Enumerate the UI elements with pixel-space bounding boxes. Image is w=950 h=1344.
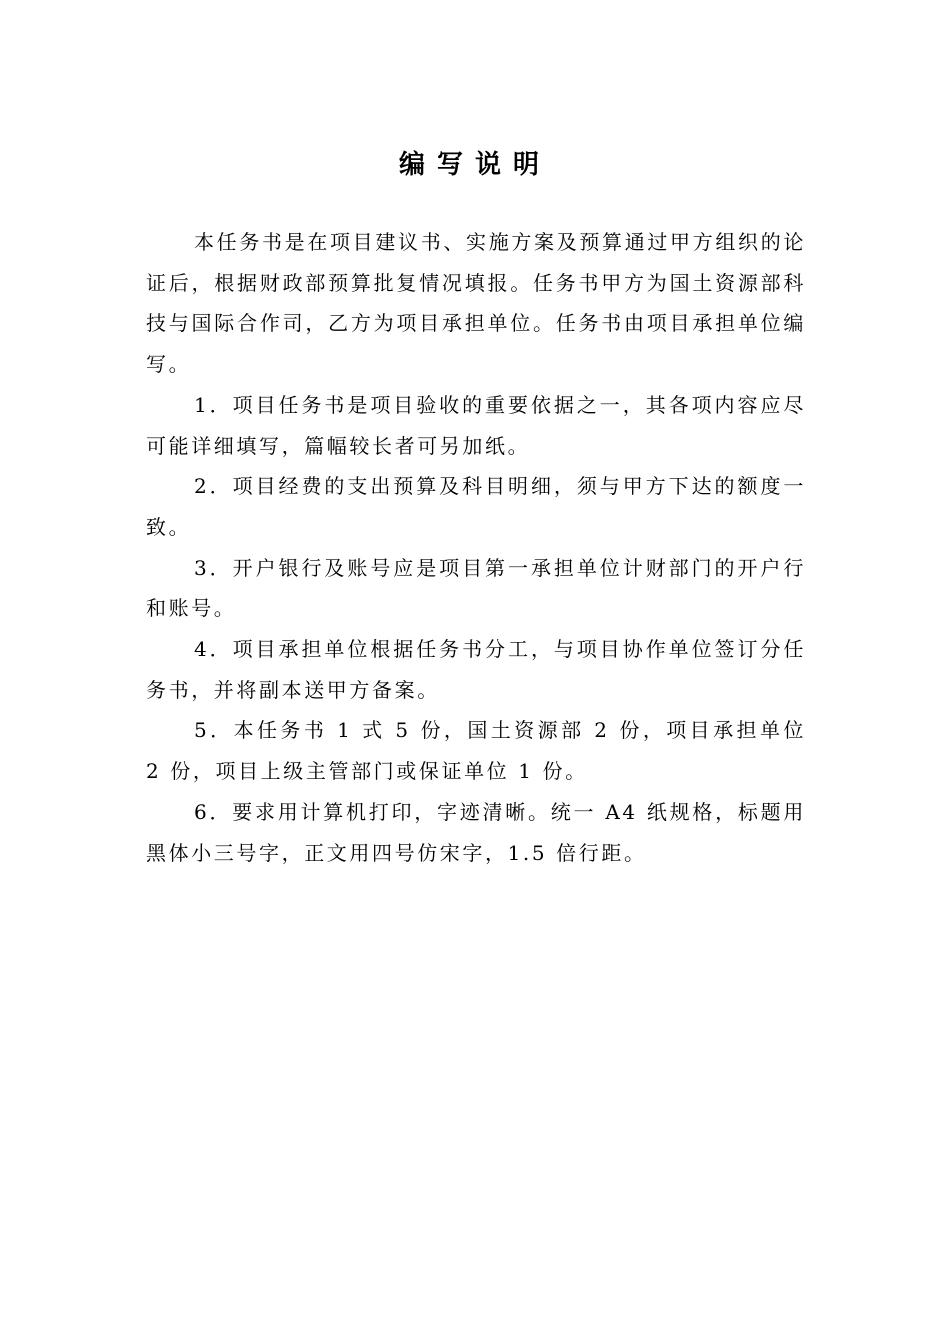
instruction-item-3: 3．开户银行及账号应是项目第一承担单位计财部门的开户行和账号。 [146,555,806,621]
instruction-item-4: 4．项目承担单位根据任务书分工，与项目协作单位签订分任务书，并将副本送甲方备案。 [146,637,806,702]
instruction-item-2: 2．项目经费的支出预算及科目明细，须与甲方下达的额度一致。 [146,474,806,539]
document-body [146,222,806,873]
page-title: 编写说明 [398,150,551,181]
instruction-item-1: 1．项目任务书是项目验收的重要依据之一，其各项内容应尽可能详细填写，篇幅较长者可另加纸。 [146,392,806,458]
instruction-item-6: 6．要求用计算机打印，字迹清晰。统一 A4 纸规格，标题用黑体小三号字，正文用四号仿宋字，1.5 倍行距。 [146,799,806,865]
instruction-item-5: 5．本任务书 1 式 5 份，国土资源部 2 份，项目承担单位 2 份，项目上级主管部门或保证单位 1 份。 [146,718,806,784]
intro-paragraph: 本任务书是在项目建议书、实施方案及预算通过甲方组织的论证后，根据财政部预算批复情况填报。任务书甲方为国土资源部科技与国际合作司，乙方为项目承担单位。任务书由项目承担单位编写。 [146,230,806,377]
